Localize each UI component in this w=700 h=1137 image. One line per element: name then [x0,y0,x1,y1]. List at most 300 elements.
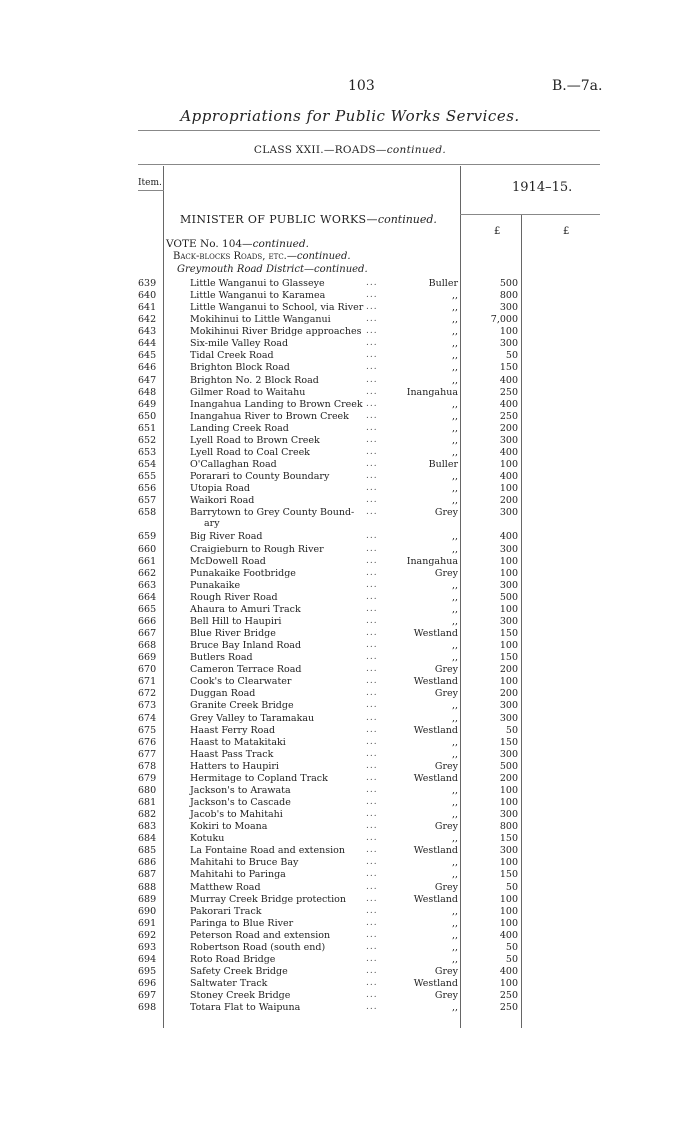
table-row [0,278,700,290]
item-number: 648 [138,386,157,398]
item-column-header: Item. [138,178,162,188]
item-number: 684 [138,833,157,845]
electoral-district: ,, [451,640,458,652]
leader-dots: ... [366,398,378,409]
item-number: 698 [138,1002,157,1014]
table-row [0,568,700,580]
leader-dots: ... [366,471,378,482]
road-name-text: Six-mile Valley Road [190,338,289,350]
road-name-text: Landing Creek Road [190,422,289,434]
amount: 100 [499,483,518,495]
road-name-text: O'Callaghan Road [190,459,277,471]
electoral-district: ,, [451,700,458,712]
road-name [190,1002,300,1013]
electoral-district: ,, [451,579,458,591]
item-number: 641 [138,302,157,314]
road-name-text: Kotuku [190,833,225,845]
road-name-text: Matthew Road [190,881,261,893]
amount: 100 [499,603,518,615]
table-row [0,652,700,664]
leader-dots: ... [366,410,378,421]
table-row [0,664,700,676]
ministry-continued: continued. [377,213,437,226]
road-name [190,483,250,494]
amount: 100 [499,905,518,917]
road-name [190,362,290,373]
item-number: 682 [138,809,157,821]
item-number: 670 [138,664,157,676]
amount: 200 [499,772,518,784]
road-name [190,978,267,989]
electoral-district: ,, [451,809,458,821]
item-number: 662 [138,567,157,579]
electoral-district: ,, [451,446,458,458]
road-name [190,556,266,567]
road-name-text: Peterson Road and extension [190,929,331,941]
road-name-text: Murray Creek Bridge protection [190,893,346,905]
item-number: 651 [138,422,157,434]
ministry-heading [180,213,437,226]
leader-dots: ... [366,362,378,373]
table-row [0,459,700,471]
electoral-district: ,, [451,314,458,326]
road-name-text: Cook's to Clearwater [190,676,292,688]
table-row [0,350,700,362]
amount: 250 [499,1002,518,1014]
table-row [0,362,700,374]
leader-dots: ... [366,507,378,518]
table-row [0,531,700,543]
leader-dots: ... [366,845,378,856]
leader-dots: ... [366,869,378,880]
leader-dots: ... [366,953,378,964]
electoral-district: Grey [434,881,458,893]
leader-dots: ... [366,290,378,301]
road-name [190,761,279,772]
electoral-district: ,, [451,784,458,796]
road-name-text: Granite Creek Bridge [190,700,294,712]
item-number: 666 [138,615,157,627]
amount: 100 [499,640,518,652]
electoral-district: ,, [451,652,458,664]
table-row [0,338,700,350]
electoral-district: Grey [434,507,458,519]
class-heading-label: CLASS XXII.—ROADS— [253,144,387,156]
leader-dots: ... [366,434,378,445]
leader-dots: ... [366,555,378,566]
item-number: 671 [138,676,157,688]
road-name [190,785,291,796]
road-name [190,326,362,337]
road-name [190,676,291,687]
item-number: 669 [138,652,157,664]
table-row [0,749,700,761]
amount: 300 [499,809,518,821]
item-number: 677 [138,748,157,760]
item-number: 693 [138,941,157,953]
item-number: 647 [138,374,157,386]
leader-dots: ... [366,591,378,602]
amount: 300 [499,543,518,555]
table-row [0,737,700,749]
table-row [0,833,700,845]
road-name [190,652,253,663]
item-number: 674 [138,712,157,724]
road-name-text: Punakaike [190,579,241,591]
road-name [190,640,301,651]
amount: 300 [499,338,518,350]
road-name [190,471,329,482]
amount: 200 [499,422,518,434]
amount: 150 [499,869,518,881]
road-name-text: Totara Flat to Waipuna [190,1002,301,1014]
leader-dots: ... [366,664,378,675]
electoral-district: ,, [451,410,458,422]
leader-dots: ... [366,422,378,433]
amount: 400 [499,398,518,410]
amount: 400 [499,471,518,483]
road-name [190,773,328,784]
leader-dots: ... [366,446,378,457]
electoral-district: ,, [451,603,458,615]
class-heading-continued: continued. [386,144,447,156]
amount: 200 [499,688,518,700]
item-number: 676 [138,736,157,748]
road-name [190,966,288,977]
year-header-rule [460,214,600,215]
item-number: 654 [138,459,157,471]
road-name-text: Waikori Road [190,495,255,507]
road-name-text: Haast to Matakitaki [190,736,286,748]
item-number: 692 [138,929,157,941]
road-name [190,869,286,880]
road-name [190,278,325,289]
leader-dots: ... [366,965,378,976]
road-name [190,531,262,542]
electoral-district: ,, [451,398,458,410]
road-name-text: Safety Creek Bridge [190,965,288,977]
amount: 150 [499,628,518,640]
electoral-district: ,, [451,929,458,941]
leader-dots: ... [366,736,378,747]
table-row [0,1002,700,1014]
road-name [190,664,302,675]
leader-dots: ... [366,640,378,651]
leader-dots: ... [366,700,378,711]
table-row [0,688,700,700]
road-name-text: Big River Road [190,531,263,543]
road-name-text: Brighton Block Road [190,362,290,374]
electoral-district: ,, [451,869,458,881]
table-row [0,725,700,737]
leader-dots: ... [366,881,378,892]
subsection-label: Back-blocks Roads, etc.— [173,251,297,262]
road-name [190,713,314,724]
leader-dots: ... [366,905,378,916]
amount: 250 [499,410,518,422]
electoral-district: ,, [451,905,458,917]
item-number: 690 [138,905,157,917]
electoral-district: ,, [451,1002,458,1014]
table-row [0,411,700,423]
table-row [0,797,700,809]
amount: 100 [499,857,518,869]
item-number: 695 [138,965,157,977]
table-row [0,809,700,821]
road-name-text: Bell Hill to Haupiri [190,615,282,627]
road-name [190,882,261,893]
electoral-district: ,, [451,302,458,314]
table-row [0,761,700,773]
road-name [190,990,290,1001]
electoral-district: Grey [434,821,458,833]
road-name-text: Mokihinui River Bridge approaches [190,326,362,338]
amount: 50 [505,350,518,362]
electoral-district: ,, [451,857,458,869]
amount: 300 [499,700,518,712]
leader-dots: ... [366,483,378,494]
road-name-text: Jacob's to Mahitahi [190,809,283,821]
amount: 300 [499,712,518,724]
road-name-text: Hatters to Haupiri [190,760,279,772]
electoral-district: Grey [434,664,458,676]
table-row [0,447,700,459]
amount: 500 [499,591,518,603]
electoral-district: ,, [451,362,458,374]
item-number: 681 [138,797,157,808]
road-name [190,568,296,579]
road-name [190,338,288,349]
amount: 50 [505,953,518,965]
road-name [190,592,278,603]
vote-continued: continued. [252,238,309,250]
leader-dots: ... [366,857,378,868]
item-number: 656 [138,483,157,495]
table-row [0,544,700,556]
pound-symbol-total: £ [563,226,570,237]
item-number: 642 [138,314,157,326]
electoral-district: Westland [413,845,458,857]
road-name-text: Cameron Terrace Road [190,664,302,676]
amount: 150 [499,652,518,664]
road-name-text: Ahaura to Amuri Track [190,603,301,615]
road-name-text: Utopia Road [190,483,250,495]
road-name-text: Barrytown to Grey County Bound- [190,507,355,519]
road-name-text: Craigieburn to Rough River [190,543,324,555]
table-row [0,894,700,906]
item-number: 697 [138,990,157,1002]
table-row [0,387,700,399]
leader-dots: ... [366,978,378,989]
road-name-text: Inangahua Landing to Brown Creek [190,398,363,410]
leader-dots: ... [366,893,378,904]
amount: 500 [499,278,518,289]
leader-dots: ... [366,797,378,807]
road-name-text: Mahitahi to Paringa [190,869,286,881]
item-number: 659 [138,531,157,543]
leader-dots: ... [366,748,378,759]
road-district-heading: Greymouth Road District—continued. [177,264,368,275]
amount: 400 [499,965,518,977]
road-name [190,350,274,361]
item-number: 664 [138,591,157,603]
item-number: 645 [138,350,157,362]
road-name-text: Saltwater Track [190,978,268,990]
page-number: 103 [348,78,375,94]
road-name [190,399,363,410]
electoral-district: Westland [413,978,458,990]
table-row [0,869,700,881]
item-number: 640 [138,290,157,302]
leader-dots: ... [366,724,378,735]
leader-dots: ... [366,628,378,639]
electoral-district: ,, [451,712,458,724]
leader-dots: ... [366,459,378,470]
table-row [0,906,700,918]
leader-dots: ... [366,326,378,337]
road-name [190,845,345,856]
electoral-district: Inangahua [406,386,458,398]
road-name-text: Robertson Road (south end) [190,941,326,953]
table-row [0,978,700,990]
road-name [190,616,281,627]
item-number: 668 [138,640,157,652]
road-name [190,423,289,434]
leader-dots: ... [366,567,378,578]
leader-dots: ... [366,772,378,783]
table-row [0,942,700,954]
title-rule [138,130,600,131]
road-name-text: Little Wanganui to School, via River [190,302,364,314]
road-name-text: Stoney Creek Bridge [190,990,291,1002]
electoral-district: ,, [451,374,458,386]
amount: 100 [499,555,518,567]
leader-dots: ... [366,809,378,820]
leader-dots: ... [366,821,378,832]
road-name [190,797,291,808]
road-name-text: Paringa to Blue River [190,917,294,929]
electoral-district: Grey [434,760,458,772]
electoral-district: Westland [413,676,458,688]
road-name-continuation: ary [204,518,220,530]
electoral-district: ,, [451,483,458,495]
electoral-district: Westland [413,772,458,784]
item-number: 650 [138,410,157,422]
electoral-district: ,, [451,953,458,965]
road-name-text: Rough River Road [190,591,278,603]
table-row [0,507,700,530]
table-row [0,592,700,604]
item-number: 639 [138,278,157,289]
amount: 150 [499,833,518,845]
table-row [0,616,700,628]
electoral-district: ,, [451,338,458,350]
road-name [190,688,255,699]
amount: 300 [499,507,518,519]
electoral-district: ,, [451,615,458,627]
item-number: 680 [138,784,157,796]
subsection-continued: continued. [296,251,351,262]
class-heading [0,144,700,156]
item-number: 687 [138,869,157,881]
leader-dots: ... [366,941,378,952]
leader-dots: ... [366,784,378,795]
road-name [190,954,275,965]
amount: 100 [499,978,518,990]
table-row [0,302,700,314]
road-name [190,580,240,591]
table-row [0,640,700,652]
table-row [0,882,700,894]
road-name [190,894,346,905]
leader-dots: ... [366,302,378,313]
road-name-text: Jackson's to Cascade [190,797,291,808]
leader-dots: ... [366,314,378,325]
electoral-district: ,, [451,350,458,362]
leader-dots: ... [366,531,378,542]
item-number: 688 [138,881,157,893]
road-name-text: Jackson's to Arawata [190,784,291,796]
item-number: 661 [138,555,157,567]
item-number: 675 [138,724,157,736]
table-row [0,918,700,930]
amount: 400 [499,929,518,941]
leader-dots: ... [366,760,378,771]
table-row [0,857,700,869]
amount: 100 [499,326,518,338]
item-number: 660 [138,543,157,555]
road-name-text: Brighton No. 2 Block Road [190,374,319,386]
table-row [0,773,700,785]
table-row [0,290,700,302]
amount: 800 [499,821,518,833]
item-number: 679 [138,772,157,784]
amount: 250 [499,990,518,1002]
road-name-text: Punakaike Footbridge [190,567,296,579]
road-name [190,942,325,953]
item-number: 649 [138,398,157,410]
electoral-district: Inangahua [406,555,458,567]
road-name [190,749,273,760]
item-number: 652 [138,434,157,446]
item-number: 672 [138,688,157,700]
item-number: 686 [138,857,157,869]
table-row [0,845,700,857]
amount: 50 [505,724,518,736]
item-number: 696 [138,978,157,990]
table-row [0,423,700,435]
leader-dots: ... [366,374,378,385]
electoral-district: Grey [434,990,458,1002]
electoral-district: ,, [451,833,458,845]
electoral-district: ,, [451,748,458,760]
road-name [190,628,276,639]
road-name [190,930,330,941]
amount: 100 [499,797,518,808]
road-name-text: Grey Valley to Taramakau [190,712,315,724]
road-name [190,725,275,736]
amount: 100 [499,459,518,471]
table-row [0,483,700,495]
leader-dots: ... [366,543,378,554]
ministry-label: MINISTER OF PUBLIC WORKS— [180,213,378,226]
table-row [0,326,700,338]
table-row [0,821,700,833]
item-number: 694 [138,953,157,965]
table-row [0,375,700,387]
road-name [190,290,325,301]
item-header-rule [138,190,164,191]
